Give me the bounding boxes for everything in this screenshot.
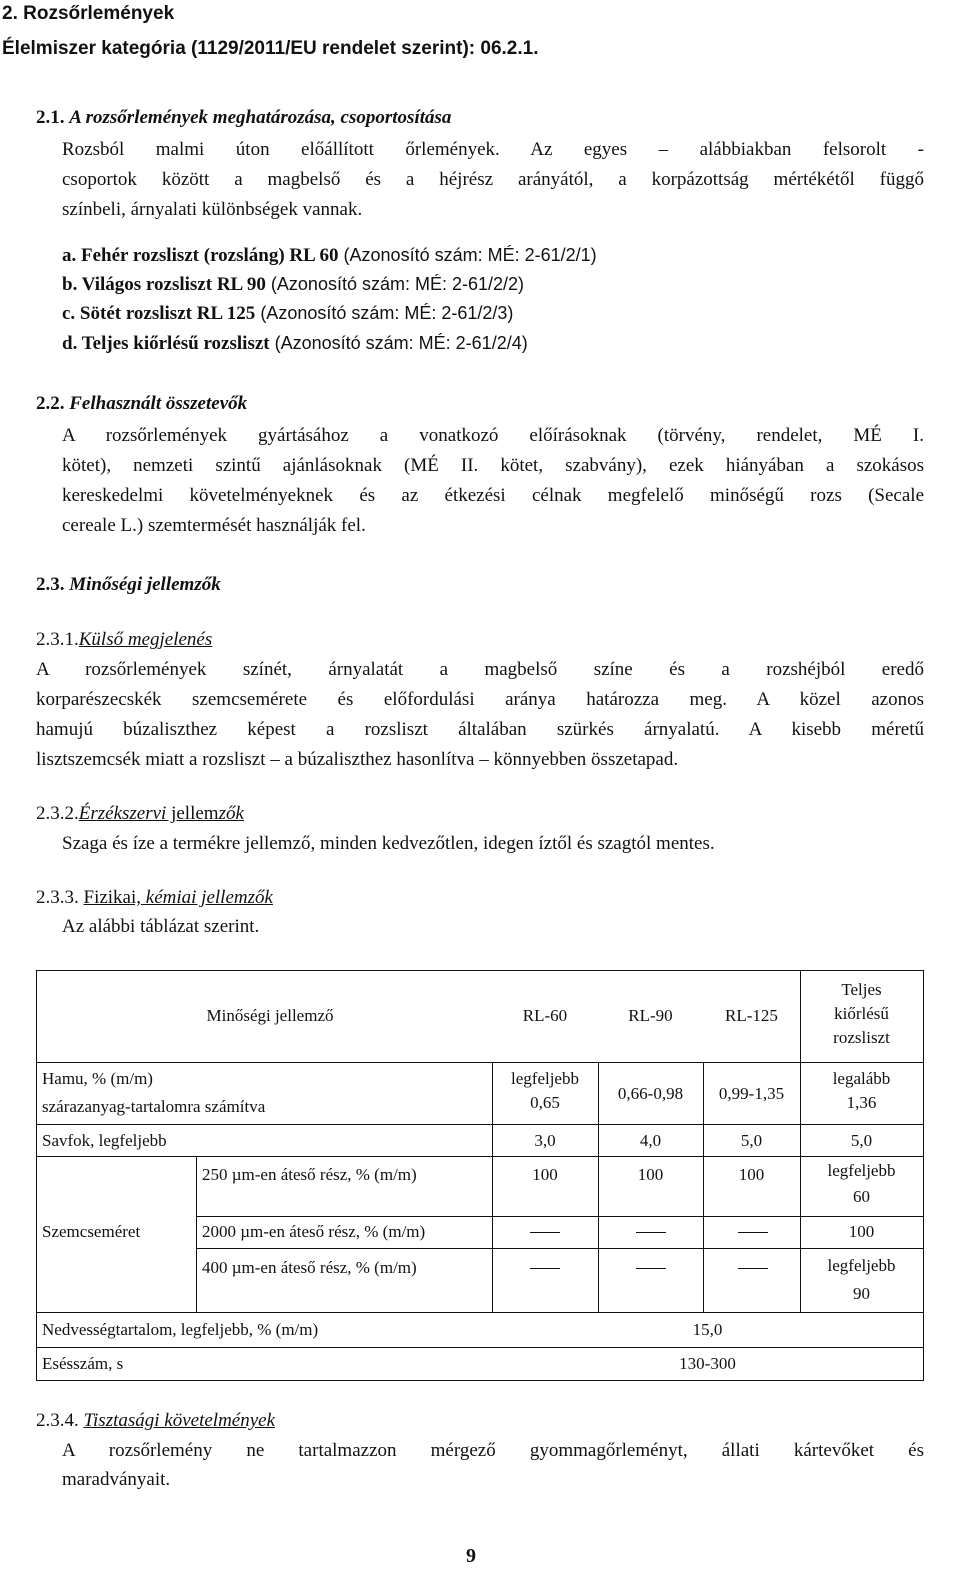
row-savfok-label: Savfok, legfeljebb [42,1131,167,1150]
row-400-teljes-2: 90 [853,1284,870,1303]
section-2-3-2-title-a: Érzékszervi [78,803,167,824]
section-2-3-4-line-1: A rozsőrlemény ne tartalmazzon mérgező gyommagőrleményt, állati kártevőket és [62,1440,924,1461]
flour-item-c [62,299,513,328]
section-2-1-line-3: színbeli, árnyalati különbségek vannak. [62,199,363,220]
header-rl125: RL-125 [725,1006,778,1025]
row-400-label: 400 µm-en áteső rész, % (m/m) [202,1258,417,1277]
section-2-3-2-line: Szaga és íze a termékre jellemző, minden kedvezőtlen, idegen íztől és szagtól mentes. [62,833,715,854]
flour-item-a [62,241,597,270]
section-2-3-1-line-4: lisztszemcsék miatt a rozsliszt – a búzaliszthez hasonlítva – könnyebben összetapad. [36,749,679,770]
section-2-1-heading [36,104,451,132]
header-teljes-line-1: Teljes [841,980,882,999]
row-hamu-label-2: szárazanyag-tartalomra számítva [42,1097,266,1116]
section-2-2-title: Felhasznált összetevők [69,393,248,414]
flour-item-d-name: d. Teljes kiőrlésű rozsliszt [62,333,270,354]
flour-item-c-name: c. Sötét rozsliszt RL 125 [62,303,256,324]
row-savfok-rl60: 3,0 [534,1131,556,1150]
section-2-3-3-line: Az alábbi táblázat szerint. [62,916,260,937]
row-hamu-rl125: 0,99-1,35 [718,1084,785,1103]
section-2-3-1-title: Külső megjelenés [78,629,213,650]
section-2-3-3-title-b: kémiai jellemzők [145,887,273,908]
flour-item-c-id: (Azonosító szám: MÉ: 2-61/2/3) [255,303,514,323]
header-quality-attribute: Minőségi jellemző [206,1006,334,1025]
section-2-3-title: Minőségi jellemzők [69,574,221,595]
header-teljes-line-3: rozsliszt [833,1028,890,1047]
section-2-2-line-1: A rozsőrlemények gyártásához a vonatkozó előírásoknak (törvény, rendelet, MÉ I. [62,425,924,446]
row-400-rl60-dash [530,1268,560,1269]
row-eses-label: Esésszám, s [42,1354,124,1373]
row-250-teljes-2: 60 [853,1187,870,1206]
section-2-2-line-4: cereale L.) szemtermését használják fel. [62,515,366,536]
section-2-2-line-3: kereskedelmi követelményeknek és az étkezési célnak megfelelő minőségű rozs (Secale [62,485,924,506]
row-eses-value: 130-300 [679,1354,736,1373]
row-savfok-rl125: 5,0 [740,1131,763,1150]
flour-item-a-name: a. Fehér rozsliszt (rozsláng) RL 60 [62,245,339,266]
flour-item-b-id: (Azonosító szám: MÉ: 2-61/2/2) [265,274,525,294]
section-2-3-3-title-a: Fizikai, [83,887,146,908]
section-2-3-2-heading [36,800,244,828]
section-2-3-1-heading [36,626,212,654]
row-hamu-teljes-2: 1,36 [846,1093,877,1112]
section-2-3-1-line-3: hamujú búzaliszthez képest a rozsliszt általában szürkés árnyalatú. A kisebb méretű [36,719,924,740]
row-2000-rl90-dash [636,1232,666,1233]
row-2000-teljes: 100 [848,1222,875,1241]
row-szemcse-label: Szemcseméret [42,1222,141,1241]
flour-item-b-name: b. Világos rozsliszt RL 90 [62,274,266,295]
section-2-3-2-title-c: zők [218,803,244,824]
row-2000-rl60-dash [530,1232,560,1233]
row-250-rl60: 100 [532,1165,558,1184]
section-heading: 2. Rozsőrlemények [2,3,175,24]
section-2-3-2-number: 2.3.2. [36,803,79,824]
row-hamu-rl60-2: 0,65 [530,1093,560,1112]
page-number: 9 [466,1545,476,1567]
header-teljes-line-2: kiőrlésű [834,1004,889,1023]
row-400-rl90-dash [636,1268,666,1269]
row-hamu-teljes-1: legalább [832,1069,891,1088]
section-2-3-4-line-2: maradványait. [62,1469,171,1490]
flour-item-d [62,329,528,358]
row-400-rl125-dash [738,1268,768,1269]
section-2-3-heading [36,571,221,599]
section-2-3-1-line-1: A rozsőrlemények színét, árnyalatát a magbelső színe és a rozshéjból eredő [36,659,924,680]
row-250-rl125: 100 [738,1165,765,1184]
section-2-1-line-1: Rozsból malmi úton előállított őrlemények. Az egyes – alábbiakban felsorolt - [62,139,924,160]
row-400-teljes-1: legfeljebb [827,1256,896,1275]
section-2-2-number: 2.2. [36,393,65,414]
section-2-3-1-line-2: korparészecskék szemcsemérete és előfordulási aránya határozza meg. A közel azonos [36,689,924,710]
food-category: Élelmiszer kategória (1129/2011/EU rendelet szerint): 06.2.1. [2,38,539,59]
header-rl60: RL-60 [522,1006,568,1025]
section-2-3-2-title-b: jellem [166,803,219,824]
section-2-1-line-2: csoportok között a magbelső és a héjrész arányától, a korpázottság mértékétől függő [62,169,924,190]
section-2-2-heading [36,390,247,418]
section-2-3-1-number: 2.3.1. [36,629,79,650]
section-2-3-3-number: 2.3.3. [36,887,79,908]
section-2-3-3-heading [36,884,273,912]
section-2-1-number: 2.1. [36,107,65,128]
row-250-teljes-1: legfeljebb [827,1161,896,1180]
flour-item-a-id: (Azonosító szám: MÉ: 2-61/2/1) [338,245,597,265]
section-2-2-line-2: kötet), nemzeti szintű ajánlásoknak (MÉ II. kötet, szabvány), ezek hiányában a szokásos [62,455,924,476]
flour-item-d-id: (Azonosító szám: MÉ: 2-61/2/4) [269,333,528,353]
flour-item-b [62,270,524,299]
section-2-3-4-title: Tisztasági követelmények [83,1410,276,1431]
row-hamu-label-1: Hamu, % (m/m) [42,1069,153,1088]
row-hamu-rl90: 0,66-0,98 [617,1084,684,1103]
row-savfok-rl90: 4,0 [639,1131,662,1150]
row-250-rl90: 100 [637,1165,664,1184]
row-2000-label: 2000 µm-en áteső rész, % (m/m) [202,1222,426,1241]
header-rl90: RL-90 [628,1006,673,1025]
section-2-3-4-number: 2.3.4. [36,1410,79,1431]
section-2-3-number: 2.3. [36,574,65,595]
row-savfok-teljes: 5,0 [850,1131,873,1150]
row-250-label: 250 µm-en áteső rész, % (m/m) [202,1165,417,1184]
row-nedv-value: 15,0 [692,1320,723,1339]
row-hamu-rl60-1: legfeljebb [511,1069,579,1088]
row-nedv-label: Nedvességtartalom, legfeljebb, % (m/m) [42,1320,319,1339]
section-2-1-title: A rozsőrlemények meghatározása, csoportosítása [69,107,452,128]
row-2000-rl125-dash [738,1232,768,1233]
section-2-3-4-heading [36,1407,275,1435]
